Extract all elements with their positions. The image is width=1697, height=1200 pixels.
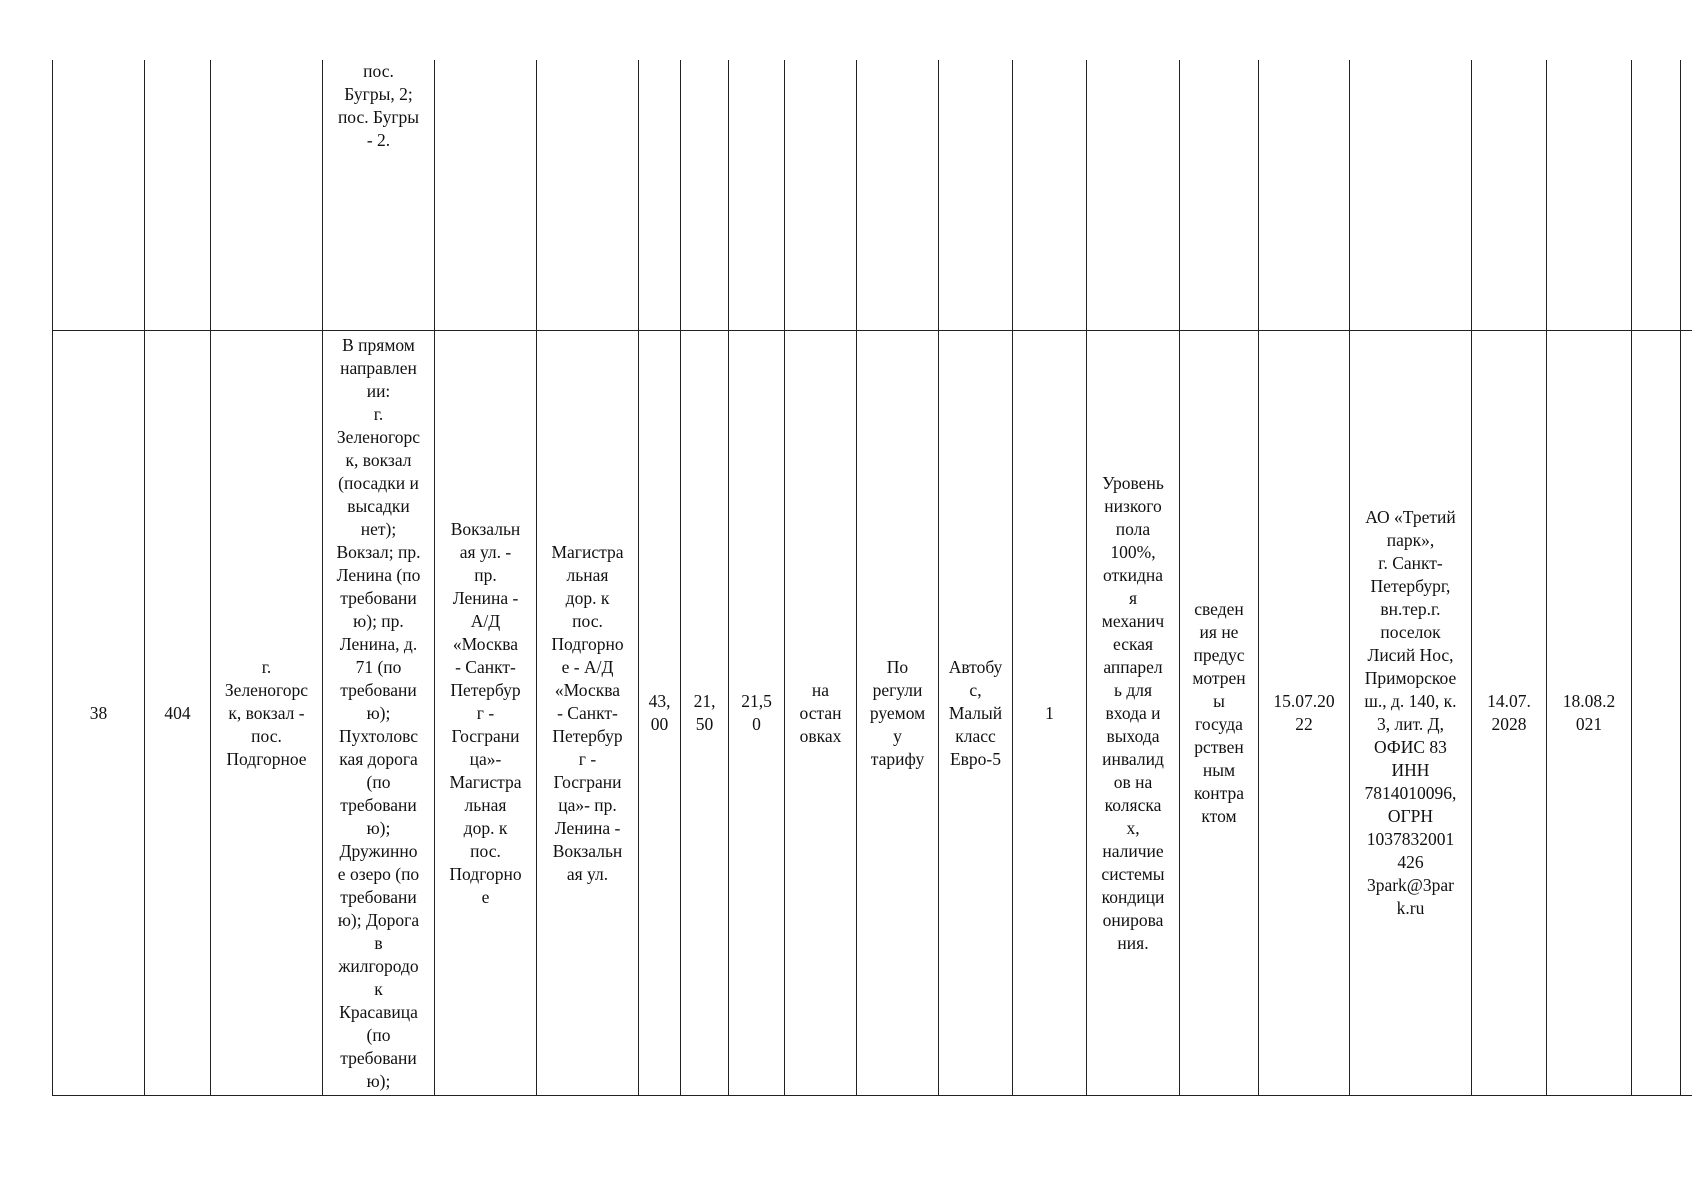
cell-text: на остан овках bbox=[799, 679, 842, 746]
cell-text: 18.08.2 021 bbox=[1562, 691, 1616, 734]
table-cell-vehicle bbox=[939, 331, 1012, 1095]
col-border bbox=[1631, 60, 1632, 1096]
table-cell-start-date bbox=[1259, 331, 1349, 1095]
cell-text: 21, 50 bbox=[693, 691, 716, 734]
cell-text: 43, 00 bbox=[648, 691, 671, 734]
table-cell-vehicle-count bbox=[1013, 331, 1086, 1095]
cell-text: По регули руемом у тарифу bbox=[869, 656, 926, 769]
table-cell-length-back bbox=[729, 331, 784, 1095]
cell-text: 15.07.20 22 bbox=[1273, 691, 1335, 734]
cell-text: 38 bbox=[89, 702, 108, 723]
cell-text: Вокзальн ая ул. - пр. Ленина - А/Д «Москва - Санкт- Петербур г - Госграни ца»- Магистра льная дор. к пос. Подгорно е bbox=[449, 518, 522, 907]
table-cell-contract bbox=[1180, 331, 1258, 1095]
cell-text: г. Зеленогорс к, вокзал - пос. Подгорное bbox=[224, 656, 309, 769]
table-bottom-border bbox=[52, 1095, 1692, 1096]
table-cell-row-number bbox=[53, 331, 144, 1095]
table-cell-stop-order bbox=[785, 331, 856, 1095]
cell-text: АО «Третий парк», г. Санкт- Петербург, вн.тер.г. поселок Лисий Нос, Приморское ш., д. 140, к. 3, лит. Д, ОФИС 83 ИНН 7814010096, ОГРН 1037832001 426 3park@3par k.ru bbox=[1364, 507, 1457, 918]
table-cell-route-number bbox=[145, 331, 210, 1095]
cell-text: 404 bbox=[164, 702, 191, 723]
table-cell-registry-date bbox=[1547, 331, 1631, 1095]
cell-text: Уровень низкого пола 100%, откидна я механич еская аппарел ь для входа и выхода инвалид ов на коляска х, наличие системы кондици онирова ния. bbox=[1101, 472, 1165, 953]
table-cell-tariff bbox=[857, 331, 938, 1095]
table-cell-features bbox=[1087, 331, 1179, 1095]
cell-text: пос. Бугры, 2; пос. Бугры - 2. bbox=[337, 61, 420, 150]
cell-text: Магистра льная дор. к пос. Подгорно е - А/Д «Москва - Санкт- Петербур г - Госграни ца»- пр. Ленина - Вокзальн ая ул. bbox=[551, 541, 624, 884]
table-cell-stops-continued bbox=[323, 60, 434, 330]
cell-text: В прямом направлен ии: г. Зеленогорс к, вокзал (посадки и высадки нет); Вокзал; пр. Ленина (по требовани ю); пр. Ленина, д. 71 (по требовани ю); Пухтоловс кая дорога (по требовани ю); Дружинно е озеро (по требовани ю); Дорога в жилгородо к Красавица (по требовани ю); bbox=[336, 334, 421, 1091]
cell-text: 14.07. 2028 bbox=[1487, 691, 1531, 734]
table-cell-length-forward bbox=[681, 331, 728, 1095]
schedule-table bbox=[52, 60, 1692, 1096]
cell-text: 1 bbox=[1045, 702, 1054, 723]
col-border bbox=[1680, 60, 1681, 1096]
cell-text: 21,5 0 bbox=[741, 691, 772, 734]
cell-text: Автобу с, Малый класс Евро-5 bbox=[948, 656, 1003, 769]
cell-text: сведен ия не предус мотрен ы госуда рствен ным контра ктом bbox=[1192, 599, 1246, 826]
table-cell-streets-forward bbox=[435, 331, 536, 1095]
table-cell-end-date bbox=[1472, 331, 1546, 1095]
table-cell-route-name bbox=[211, 331, 322, 1095]
table-cell-carrier bbox=[1350, 331, 1471, 1095]
table-cell-streets-back bbox=[537, 331, 638, 1095]
table-cell-stops bbox=[323, 331, 434, 1095]
table-cell-length-total bbox=[639, 331, 680, 1095]
